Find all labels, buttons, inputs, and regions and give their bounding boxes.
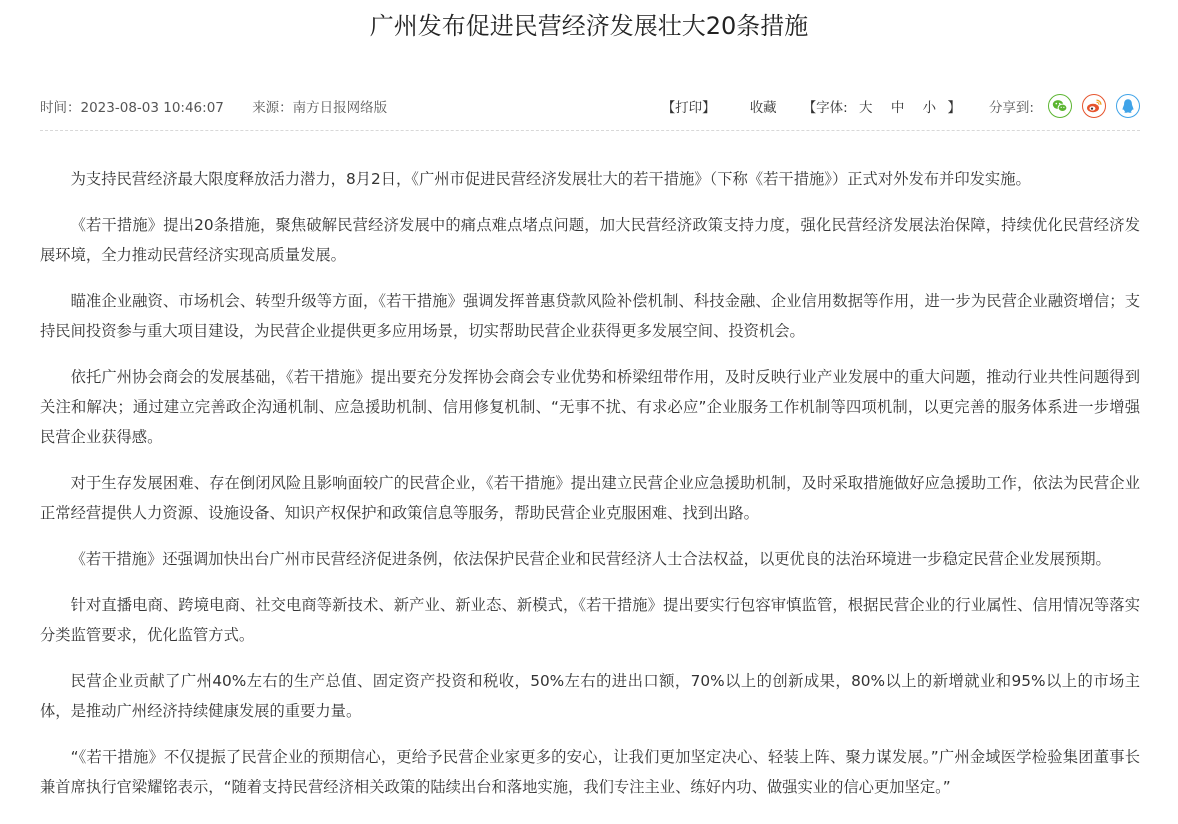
- print-button[interactable]: 【打印】: [661, 100, 716, 116]
- paragraph: 《若干措施》提出20条措施，聚焦破解民营经济发展中的痛点难点堵点问题，加大民营经济政策支持力度，强化民营经济发展法治保障，持续优化民营经济发展环境，全力推动民营经济实现高质量发展。: [40, 216, 1140, 264]
- article-body: [40, 164, 1140, 818]
- paragraph: 瞄准企业融资、市场机会、转型升级等方面，《若干措施》强调发挥普惠贷款风险补偿机制、科技金融、企业信用数据等作用，进一步为民营企业融资增信；支持民间投资参与重大项目建设，为民营企业提供更多应用场景，切实帮助民营企业获得更多发展空间、投资机会。: [40, 292, 1140, 340]
- article-title: 广州发布促进民营经济发展壮大20条措施: [369, 12, 809, 40]
- wechat-icon[interactable]: [1048, 94, 1072, 118]
- font-size-prefix: 【字体:: [802, 100, 848, 116]
- article-meta-bar: [40, 92, 1140, 120]
- font-size-medium-button[interactable]: 中: [890, 100, 905, 116]
- paragraph: 对于生存发展困难、存在倒闭风险且影响面较广的民营企业，《若干措施》提出建立民营企业应急援助机制，及时采取措施做好应急援助工作，依法为民营企业正常经营提供人力资源、设施设备、知识产权保护和政策信息等服务，帮助民营企业克服困难、找到出路。: [40, 474, 1140, 522]
- paragraph: “《若干措施》不仅提振了民营企业的预期信心，更给予民营企业家更多的安心，让我们更加坚定决心、轻装上阵、聚力谋发展。”广州金域医学检验集团董事长兼首席执行官梁耀铭表示，“随着支持民营经济相关政策的陆续出台和落地实施，我们专注主业、练好内功、做强实业的信心更加坚定。”: [40, 748, 1140, 796]
- weibo-icon[interactable]: [1082, 94, 1106, 118]
- paragraph: 针对直播电商、跨境电商、社交电商等新技术、新产业、新业态、新模式，《若干措施》提出要实行包容审慎监管，根据民营企业的行业属性、信用情况等落实分类监管要求，优化监管方式。: [40, 596, 1140, 644]
- share-label: 分享到:: [988, 100, 1034, 116]
- article-toolbar: [662, 92, 1140, 120]
- paragraph: 为支持民营经济最大限度释放活力潜力，8月2日，《广州市促进民营经济发展壮大的若干措施》（下称《若干措施》）正式对外发布并印发实施。: [70, 170, 1031, 188]
- font-size-small-button[interactable]: 小: [922, 100, 937, 116]
- paragraph: 《若干措施》还强调加快出台广州市民营经济促进条例，依法保护民营企业和民营经济人士合法权益，以更优良的法治环境进一步稳定民营企业发展预期。: [70, 550, 1111, 568]
- favorite-button[interactable]: 收藏: [749, 100, 777, 116]
- paragraph: 民营企业贡献了广州40%左右的生产总值、固定资产投资和税收，50%左右的进出口额，70%以上的创新成果，80%以上的新增就业和95%以上的市场主体，是推动广州经济持续健康发展的重要力量。: [40, 672, 1140, 720]
- font-size-control: [803, 96, 961, 116]
- publish-time: 时间：2023-08-03 10:46:07: [40, 100, 224, 116]
- article-source: 来源：南方日报网络版: [252, 100, 388, 116]
- font-size-large-button[interactable]: 大: [859, 100, 873, 116]
- paragraph: 依托广州协会商会的发展基础，《若干措施》提出要充分发挥协会商会专业优势和桥梁纽带作用，及时反映行业产业发展中的重大问题，推动行业共性问题得到关注和解决；通过建立完善政企沟通机制、应急援助机制、信用修复机制、“无事不扰、有求必应”企业服务工作机制等四项机制，以更完善的服务体系进一步增强民营企业获得感。: [40, 368, 1140, 446]
- meta-divider: [40, 130, 1140, 131]
- qq-icon[interactable]: [1116, 94, 1140, 118]
- article-info: [40, 96, 411, 116]
- font-size-suffix: 】: [947, 100, 961, 116]
